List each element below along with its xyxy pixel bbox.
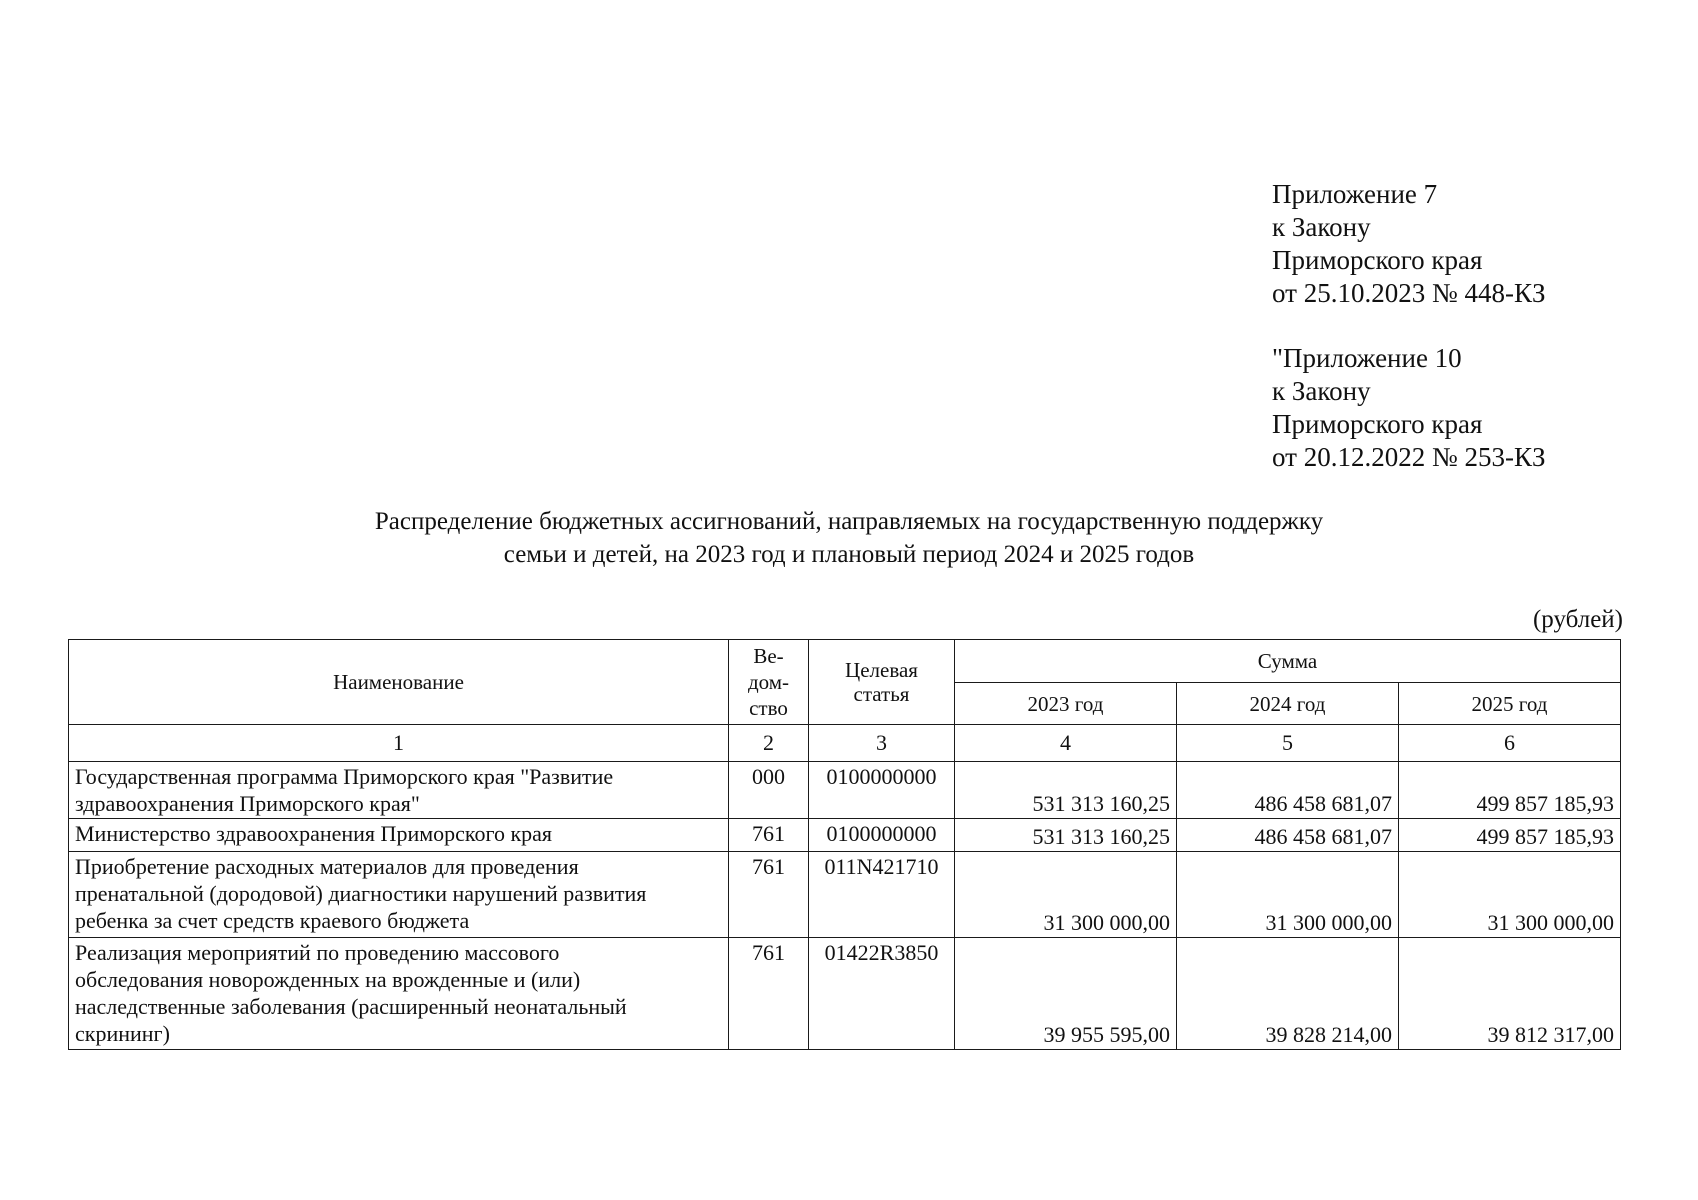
header-year-2023: 2023 год [955,683,1177,725]
header-article-part: статья [853,682,910,706]
title-line: семьи и детей, на 2023 год и плановый период 2024 и 2025 годов [503,541,1195,568]
row-sum-2024: 39 828 214,00 [1177,938,1399,1050]
appendix-line: от 25.10.2023 № 448-КЗ [1272,278,1546,308]
row-department: 000 [729,762,809,819]
row-sum-2025: 31 300 000,00 [1399,852,1621,938]
row-department: 761 [729,819,809,852]
column-number: 1 [69,725,729,762]
column-number: 6 [1399,725,1621,762]
row-department: 761 [729,852,809,938]
table-row [69,852,1621,938]
row-name-line: ребенка за счет средств краевого бюджета [75,908,470,933]
units-label: (рублей) [1532,606,1623,633]
row-target-article: 0100000000 [809,762,955,819]
row-department: 761 [729,938,809,1050]
document-title [0,505,1698,571]
appendix-line: к Закону [1272,376,1371,406]
column-number: 4 [955,725,1177,762]
row-name-line: Приобретение расходных материалов для проведения [75,854,579,879]
table-row [69,762,1621,819]
row-name-line: Государственная программа Приморского края "Развитие [75,764,614,789]
row-name-line: наследственные заболевания (расширенный неонатальный [75,994,627,1019]
appendix-line: к Закону [1272,212,1371,242]
row-name [69,938,729,1050]
row-target-article: 0100000000 [809,819,955,852]
row-sum-2023: 531 313 160,25 [955,819,1177,852]
header-department-part: дом- [747,670,790,694]
row-name [69,819,729,852]
header-target-article [809,640,955,725]
row-name-line: пренатальной (дородовой) диагностики нарушений развития [75,881,647,906]
table-row [69,819,1621,852]
row-target-article: 011N421710 [809,852,955,938]
row-name [69,852,729,938]
row-sum-2024: 486 458 681,07 [1177,819,1399,852]
header-year-2024: 2024 год [1177,683,1399,725]
row-sum-2025: 499 857 185,93 [1399,762,1621,819]
title-line: Распределение бюджетных ассигнований, направляемых на государственную поддержку [374,508,1324,535]
column-number: 5 [1177,725,1399,762]
row-name-line: скрининг) [75,1021,170,1046]
appendix-amended-reference [1272,342,1545,474]
appendix-current-reference [1272,178,1545,310]
header-department-part: ство [749,696,788,720]
header-sum: Сумма [955,640,1621,683]
row-sum-2024: 486 458 681,07 [1177,762,1399,819]
appendix-line: Приморского края [1272,245,1483,275]
table-row [69,938,1621,1050]
column-number: 3 [809,725,955,762]
appendix-line: Приложение 7 [1272,179,1438,209]
row-name-line: обследования новорожденных на врожденные и (или) [75,967,581,992]
header-article-part: Целевая [845,658,918,682]
row-sum-2023: 531 313 160,25 [955,762,1177,819]
row-name-line: здравоохранения Приморского края" [75,791,420,816]
row-sum-2023: 39 955 595,00 [955,938,1177,1050]
row-sum-2023: 31 300 000,00 [955,852,1177,938]
row-name-line: Министерство здравоохранения Приморского края [75,821,553,846]
header-name: Наименование [69,640,729,725]
row-sum-2025: 39 812 317,00 [1399,938,1621,1050]
row-target-article: 01422R3850 [809,938,955,1050]
header-department-part: Ве- [753,644,784,668]
row-sum-2025: 499 857 185,93 [1399,819,1621,852]
appendix-line: "Приложение 10 [1272,343,1462,373]
header-year-2025: 2025 год [1399,683,1621,725]
row-name-line: Реализация мероприятий по проведению массового [75,940,560,965]
budget-table [68,639,1621,1050]
row-name [69,762,729,819]
appendix-line: Приморского края [1272,409,1483,439]
column-number-row [69,725,1621,762]
row-sum-2024: 31 300 000,00 [1177,852,1399,938]
appendix-line: от 20.12.2022 № 253-КЗ [1272,442,1546,472]
column-number: 2 [729,725,809,762]
header-department [729,640,809,725]
